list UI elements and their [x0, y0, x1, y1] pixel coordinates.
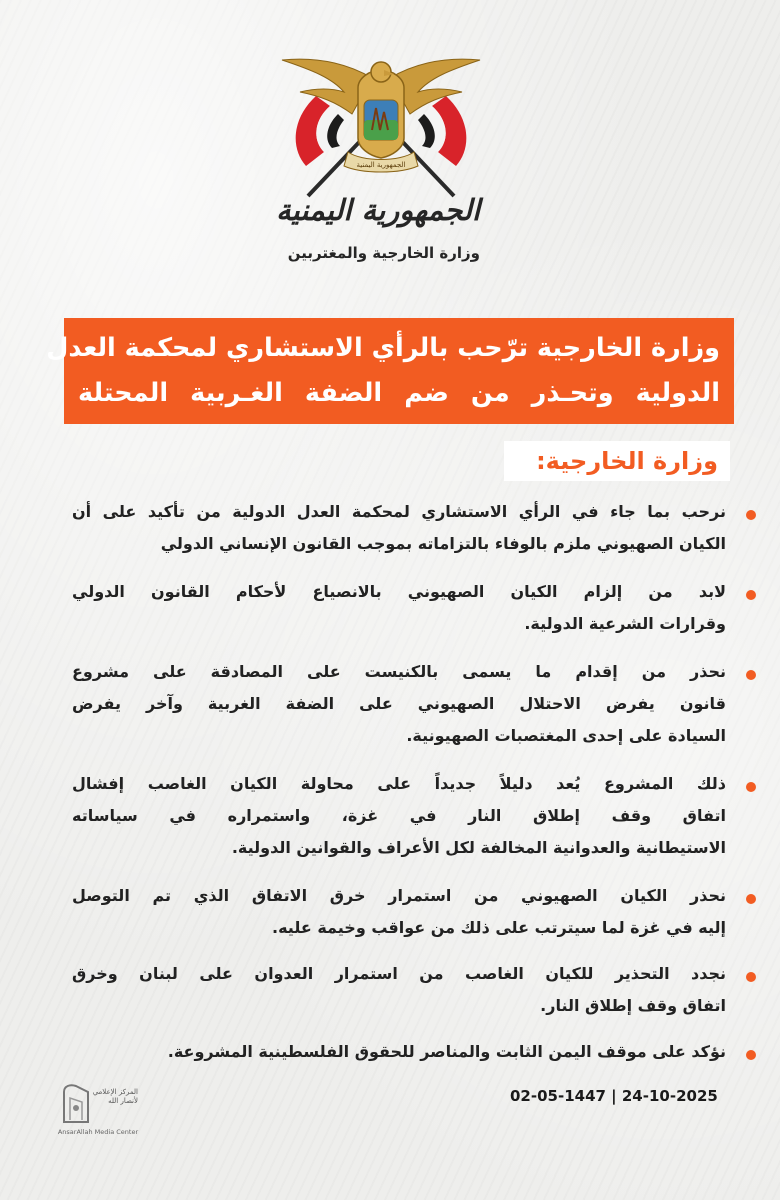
- list-item-line: نحذر من إقدام ما يسمى بالكنيست على المصادقة على مشروع: [72, 662, 726, 681]
- list-item-line: نؤكد على موقف اليمن الثابت والمناصر للحقوق الفلسطينية المشروعة.: [167, 1042, 726, 1061]
- headline-banner: [46, 318, 734, 424]
- list-item-line: نحذر الكيان الصهيوني من استمرار خرق الاتفاق الذي تم التوصل: [72, 886, 726, 905]
- bullet-dot-icon: [746, 782, 756, 792]
- bullet-dot-icon: [746, 894, 756, 904]
- republic-name: الجمهورية اليمنية: [276, 193, 480, 227]
- bullet-dot-icon: [746, 510, 756, 520]
- list-item-line: نرحب بما جاء في الرأي الاستشاري لمحكمة العدل الدولية من تأكيد على أن: [72, 502, 726, 521]
- bullet-dot-icon: [746, 972, 756, 982]
- list-item-line: ذلك المشروع يُعد دليلاً جديداً على محاولة الكيان الغاصب إفشال: [72, 774, 726, 793]
- headline-line-1: وزارة الخارجية ترّحب بالرأي الاستشاري لمحكمة العدل: [46, 333, 720, 363]
- media-center-arabic: المركز الإعلامي لأنصار الله: [92, 1088, 138, 1105]
- list-item-line: قانون يفرض الاحتلال الصهيوني على الضفة الغربية وآخر يفرض: [72, 694, 726, 713]
- bullet-dot-icon: [746, 670, 756, 680]
- bullet-dot-icon: [746, 1050, 756, 1060]
- list-item-line: لابد من إلزام الكيان الصهيوني بالانصياع لأحكام القانون الدولي: [72, 582, 726, 601]
- media-center-english: AnsarAllah Media Center: [57, 1128, 139, 1136]
- list-item-line: نجدد التحذير للكيان الغاصب من استمرار العدوان على لبنان وخرق: [72, 964, 726, 983]
- list-item-line: اتفاق وقف إطلاق النار في غزة، واستمراره في سياساته: [72, 806, 726, 825]
- list-item-line: السيادة على إحدى المغتصبات الصهيونية.: [406, 726, 726, 745]
- list-item-line: الاستيطانية والعدوانية المخالفة لكل الأعراف والقوانين الدولية.: [231, 838, 726, 857]
- emblem-ribbon-text: الجمهورية اليمنية: [356, 161, 406, 169]
- list-item-line: اتفاق وقف إطلاق النار.: [540, 996, 726, 1015]
- bullet-dot-icon: [746, 590, 756, 600]
- list-item-line: الكيان الصهيوني ملزم بالوفاء بالتزاماته بموجب القانون الإنساني الدولي: [160, 534, 726, 553]
- publication-date: 02-05-1447 | 24-10-2025: [510, 1087, 718, 1105]
- yemen-eagle-emblem-icon: [272, 48, 490, 198]
- source-label: وزارة الخارجية:: [504, 441, 730, 481]
- media-center-logo-icon: [56, 1082, 140, 1140]
- list-item-line: وقرارات الشرعية الدولية.: [524, 614, 726, 633]
- ministry-name: وزارة الخارجية والمغتربين: [287, 244, 480, 262]
- list-item-line: إليه في غزة لما سيترتب على ذلك من عواقب وخيمة عليه.: [272, 918, 726, 937]
- headline-line-2: الدولية وتحـذر من ضم الضفة الغـربية المحتلة: [78, 378, 720, 408]
